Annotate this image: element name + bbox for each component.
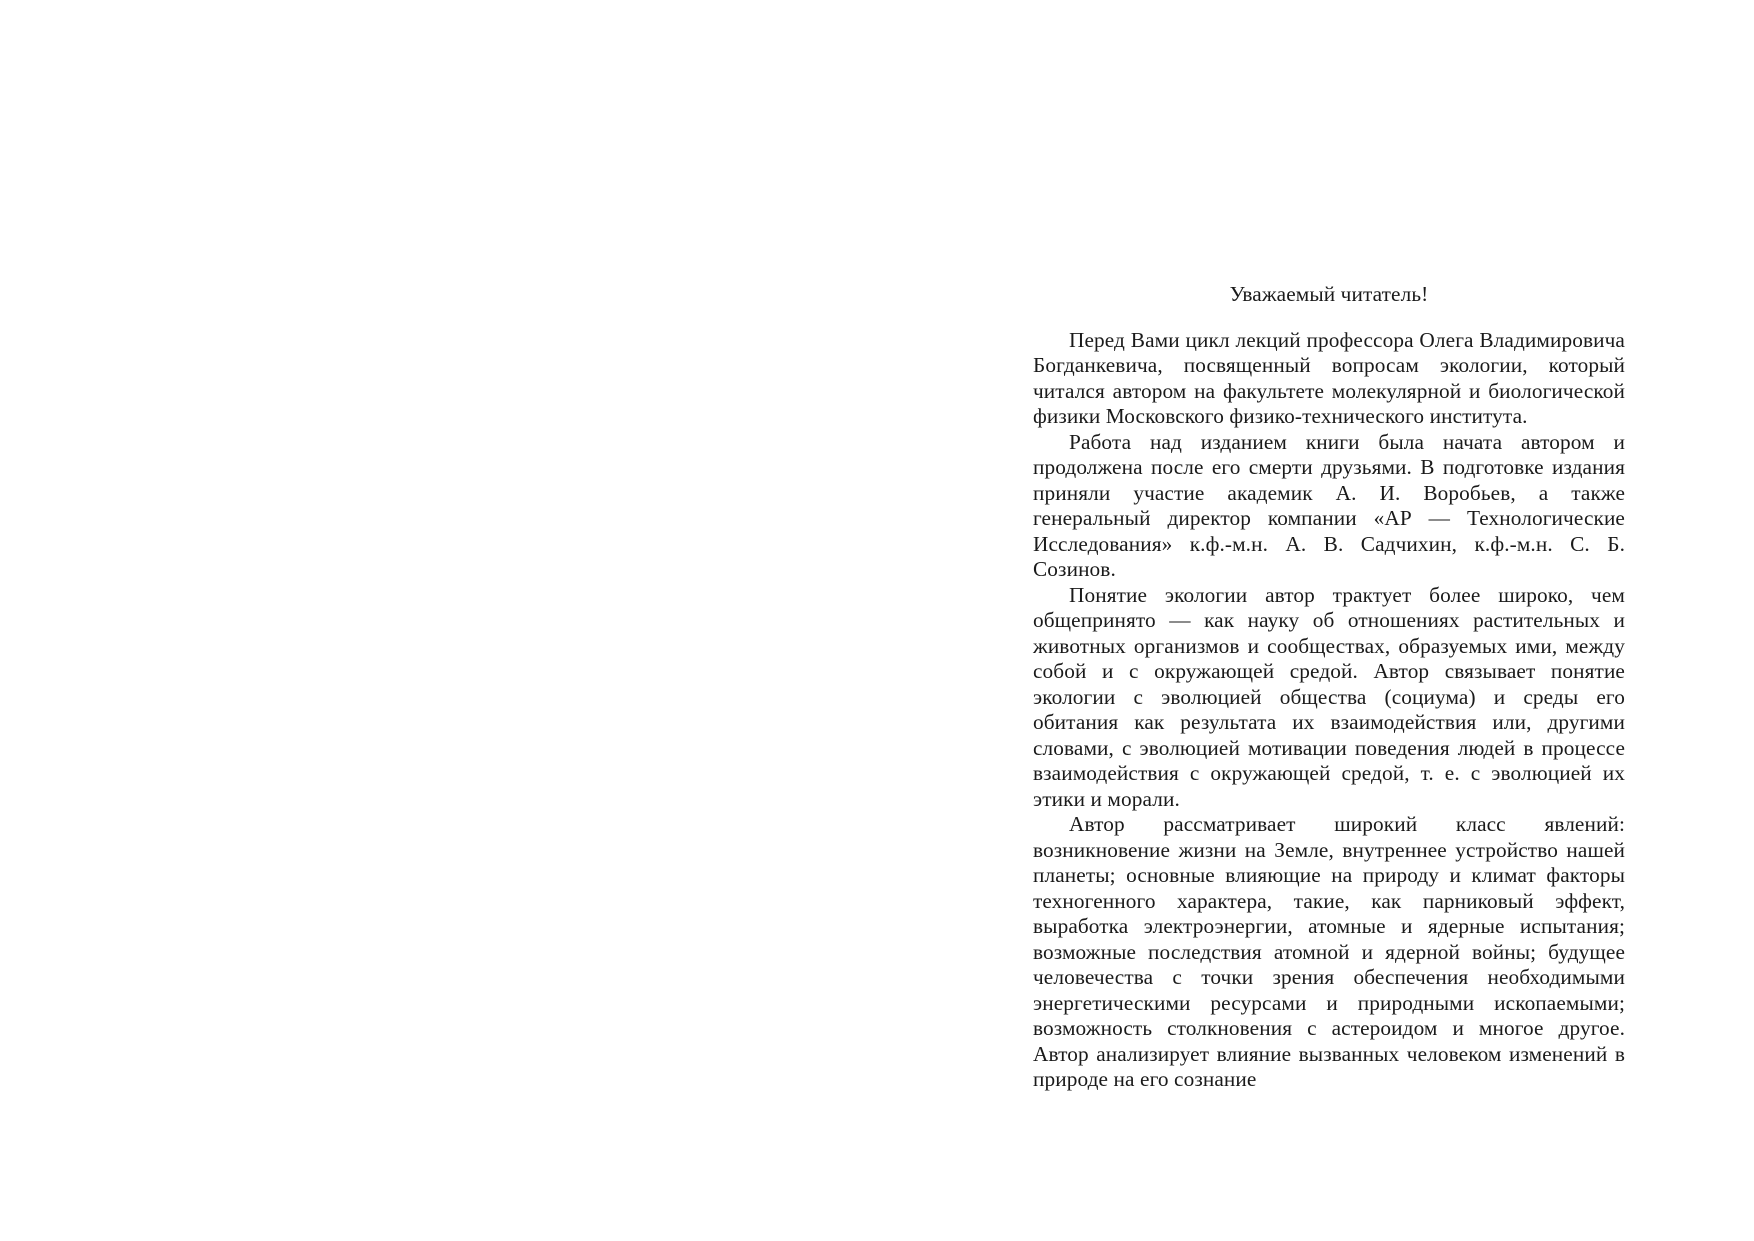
paragraph-intro: Перед Вами цикл лекций профессора Олега Владимировича Богданкевича, посвященный вопросам экологии, который читался автором на факультете молекулярной и биологической физики Московского физико-технического института. — [1033, 327, 1625, 428]
page-heading: Уважаемый читатель! — [1229, 282, 1429, 306]
paragraph-topics: Автор рассматривает широкий класс явлений: возникновение жизни на Земле, внутреннее устройство нашей планеты; основные влияющие на природу и климат факторы техногенного характера, такие, как парниковый эффект, выработка электроэнергии, атомные и ядерные испытания; возможные последствия атомной и ядерной войны; будущее человечества с точки зрения обеспечения необходимыми энергетическими ресурсами и природными ископаемыми; возможность столкновения с астероидом и многое другое. Автор анализирует влияние вызванных человеком изменений в природе на его сознание — [1033, 812, 1625, 1091]
paragraph-edition-work: Работа над изданием книги была начата автором и продолжена после его смерти друзьями. В подготовке издания приняли участие академик А. И. Воробьев, а также генеральный директор компании «АР — Технологические Исследования» к.ф.-м.н. А. В. Садчихин, к.ф.-м.н. С. Б. Созинов. — [1033, 429, 1625, 581]
paragraph-ecology-concept: Понятие экологии автор трактует более широко, чем общепринято — как науку об отношениях растительных и животных организмов и сообществах, образуемых ими, между собой и с окружающей средой. Автор связывает понятие экологии с эволюцией общества (социума) и среды его обитания как результата их взаимодействия или, другими словами, с эволюцией мотивации поведения людей в процессе взаимодействия с окружающей средой, т. е. с эволюцией их этики и морали. — [1033, 582, 1625, 811]
right-page — [877, 0, 1754, 1241]
page-text-block — [1033, 282, 1625, 1093]
